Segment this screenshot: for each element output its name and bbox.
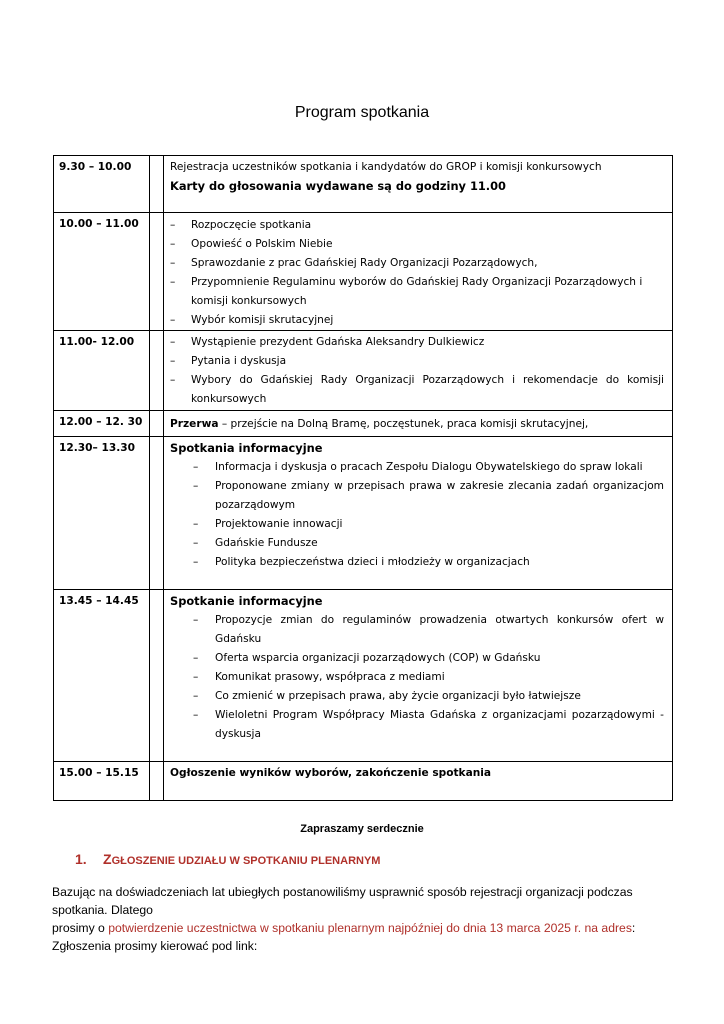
time-cell: 10.00 – 11.00 (54, 213, 150, 331)
list-item: – Projektowanie innowacji (170, 515, 664, 534)
agenda-list (170, 333, 664, 409)
list-item: – Informacja i dyskusja o pracach Zespołu Dialogu Obywatelskiego do spraw lokali (170, 458, 664, 477)
table-row (54, 590, 673, 762)
table-row (54, 437, 673, 590)
list-item: – Przypomnienie Regulaminu wyborów do Gdańskiej Rady Organizacji Pozarządowych i komisji konkursowych (170, 273, 664, 311)
program-table (53, 155, 673, 801)
section-number: 1. (75, 851, 87, 867)
list-item: – Wybór komisji skrutacyjnej (170, 311, 664, 330)
time-cell: 11.00- 12.00 (54, 331, 150, 411)
paragraph-line: Bazując na doświadczeniach lat ubiegłych postanowiliśmy usprawnić sposób rejestracji organizacji podczas spotkania. Dlatego (52, 885, 633, 917)
list-item: – Oferta wsparcia organizacji pozarządowych (COP) w Gdańsku (170, 649, 664, 668)
time-cell: 9.30 – 10.00 (54, 156, 150, 213)
time-cell: 15.00 – 15.15 (54, 762, 150, 801)
list-item: – Wieloletni Program Współpracy Miasta Gdańska z organizacjami pozarządowymi - dyskusja (170, 706, 664, 744)
agenda-list (170, 458, 664, 572)
content-cell (164, 590, 673, 762)
content-cell (164, 156, 673, 213)
list-item: – Proponowane zmiany w przepisach prawa w zakresie zlecania zadań organizacjom pozarządowym (170, 477, 664, 515)
agenda-list (170, 216, 664, 330)
content-cell (164, 331, 673, 411)
paragraph-line: Zgłoszenia prosimy kierować pod link: (52, 939, 258, 953)
list-item: – Sprawozdanie z prac Gdańskiej Rady Organizacji Pozarządowych, (170, 254, 664, 273)
list-item: – Propozycje zmian do regulaminów prowadzenia otwartych konkursów ofert w Gdańsku (170, 611, 664, 649)
list-item: – Rozpoczęcie spotkania (170, 216, 664, 235)
time-cell: 12.30– 13.30 (54, 437, 150, 590)
table-row (54, 213, 673, 331)
section-title: GŁOSZENIE UDZIAŁU W SPOTKANIU PLENARNYM (111, 855, 381, 867)
row-note: Karty do głosowania wydawane są do godziny 11.00 (170, 179, 506, 193)
time-cell: 13.45 – 14.45 (54, 590, 150, 762)
break-label: Przerwa (170, 418, 219, 430)
list-item: – Komunikat prasowy, współpraca z mediami (170, 668, 664, 687)
content-cell (164, 213, 673, 331)
paragraph-text: prosimy o (52, 921, 109, 935)
section-heading (75, 851, 380, 867)
table-row (54, 331, 673, 411)
list-item: – Polityka bezpieczeństwa dzieci i młodzieży w organizacjach (170, 553, 664, 572)
table-row (54, 411, 673, 437)
list-item: – Co zmienić w przepisach prawa, aby życie organizacji było łatwiejsze (170, 687, 664, 706)
row-heading: Spotkania informacyjne (170, 441, 323, 455)
section-initial: Z (103, 851, 112, 867)
content-cell (164, 437, 673, 590)
content-cell (164, 762, 673, 801)
page-title: Program spotkania (294, 104, 430, 121)
list-item: – Wybory do Gdańskiej Rady Organizacji Pozarządowych i rekomendacje do komisji konkursowych (170, 371, 664, 409)
agenda-list (170, 611, 664, 744)
row-text: Rejestracja uczestników spotkania i kandydatów do GROP i komisji konkursowych (170, 161, 602, 173)
list-item: – Gdańskie Fundusze (170, 534, 664, 553)
row-heading: Ogłoszenie wyników wyborów, zakończenie spotkania (170, 767, 492, 779)
table-row (54, 762, 673, 801)
list-item: – Wystąpienie prezydent Gdańska Aleksandry Dulkiewicz (170, 333, 664, 352)
list-item: – Opowieść o Polskim Niebie (170, 235, 664, 254)
row-heading: Spotkanie informacyjne (170, 594, 323, 608)
paragraph-text: : (631, 921, 636, 935)
content-cell (164, 411, 673, 437)
invitation-text: Zapraszamy serdecznie (300, 823, 424, 835)
break-text: – przejście na Dolną Bramę, poczęstunek, praca komisji skrutacyjnej, (218, 418, 589, 430)
registration-paragraph (52, 883, 676, 955)
deadline-highlight: potwierdzenie uczestnictwa w spotkaniu plenarnym najpóźniej do dnia 13 marca 2025 r. na adres (108, 921, 632, 935)
table-row (54, 156, 673, 213)
paragraph-line (52, 919, 676, 937)
time-cell: 12.00 – 12. 30 (54, 411, 150, 437)
list-item: – Pytania i dyskusja (170, 352, 664, 371)
